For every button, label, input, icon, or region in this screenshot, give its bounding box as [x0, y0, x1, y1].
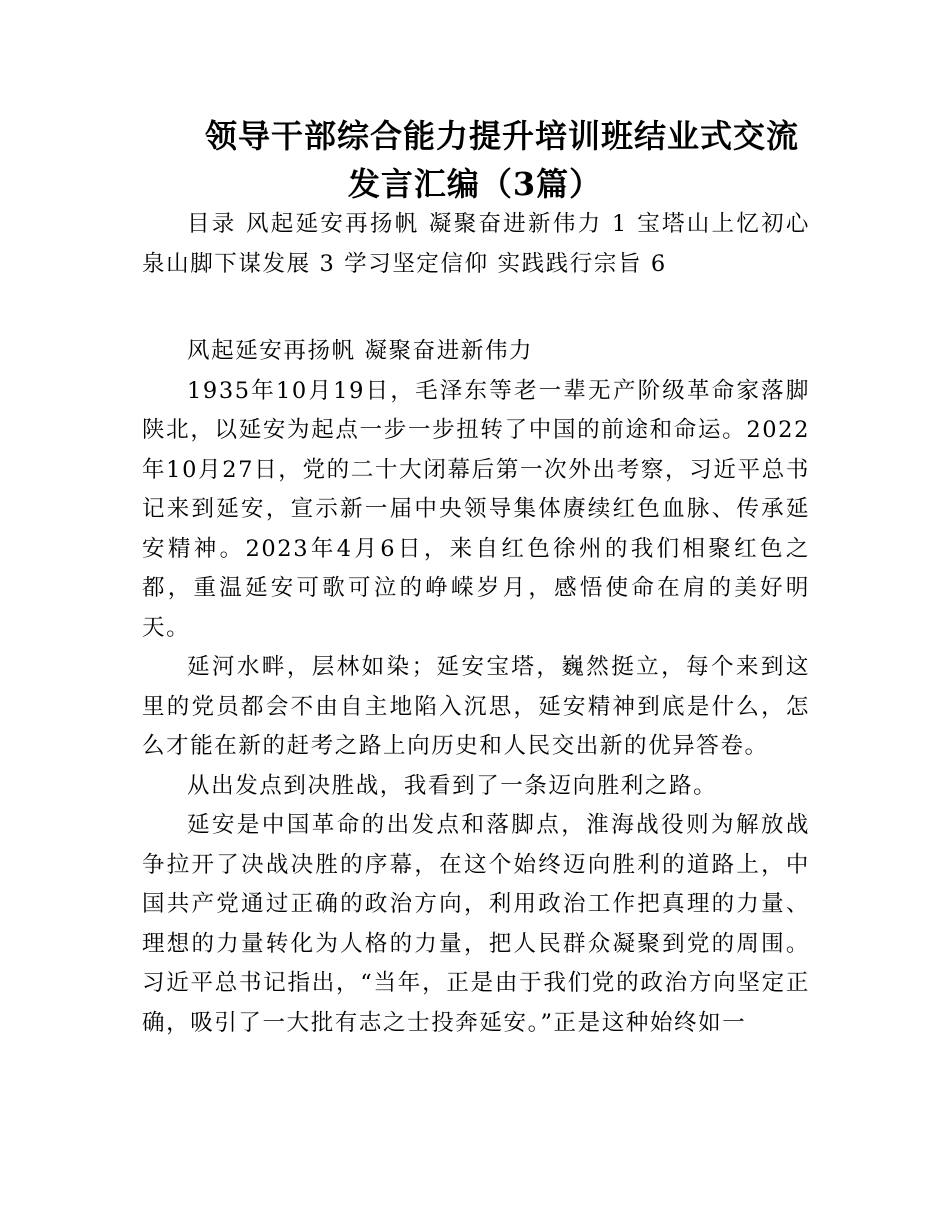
table-of-contents: 目录 风起延安再扬帆 凝聚奋进新伟力 1 宝塔山上忆初心 泉山脚下谋发展 3 学习坚定信仰 实践践行宗旨 6	[142, 211, 810, 277]
section-heading: 风起延安再扬帆 凝聚奋进新伟力	[187, 338, 534, 364]
title-line-1: 领导干部综合能力提升培训班结业式交流	[204, 117, 799, 155]
paragraph-1: 1935年10月19日，毛泽东等老一辈无产阶级革命家落脚陕北，以延安为起点一步一步扭转了中国的前途和命运。2022年10月27日，党的二十大闭幕后第一次外出考察，习近平总书记来到延安，宣示新一届中央领导集体赓续红色血脉、传承延安精神。2023年4月6日，来自红色徐州的我们相聚红色之都，重温延安可歌可泣的峥嵘岁月，感悟使命在肩的美好明天。	[142, 377, 810, 641]
title-line-2: 发言汇编（3篇）	[347, 165, 603, 203]
document-body	[142, 205, 810, 1043]
paragraph-3: 从出发点到决胜战，我看到了一条迈向胜利之路。	[187, 772, 718, 799]
paragraph-2: 延河水畔，层林如染；延安宝塔，巍然挺立，每个来到这里的党员都会不由自主地陷入沉思，延安精神到底是什么，怎么才能在新的赶考之路上向历史和人民交出新的优异答卷。	[142, 654, 810, 759]
document-title	[140, 112, 810, 208]
paragraph-4: 延安是中国革命的出发点和落脚点，淮海战役则为解放战争拉开了决战决胜的序幕，在这个始终迈向胜利的道路上，中国共产党通过正确的政治方向，利用政治工作把真理的力量、理想的力量转化为人格的力量，把人民群众凝聚到党的周围。习近平总书记指出，“当年，正是由于我们党的政治方向坚定正确，吸引了一大批有志之士投奔延安。”正是这种始终如一	[142, 812, 810, 1036]
